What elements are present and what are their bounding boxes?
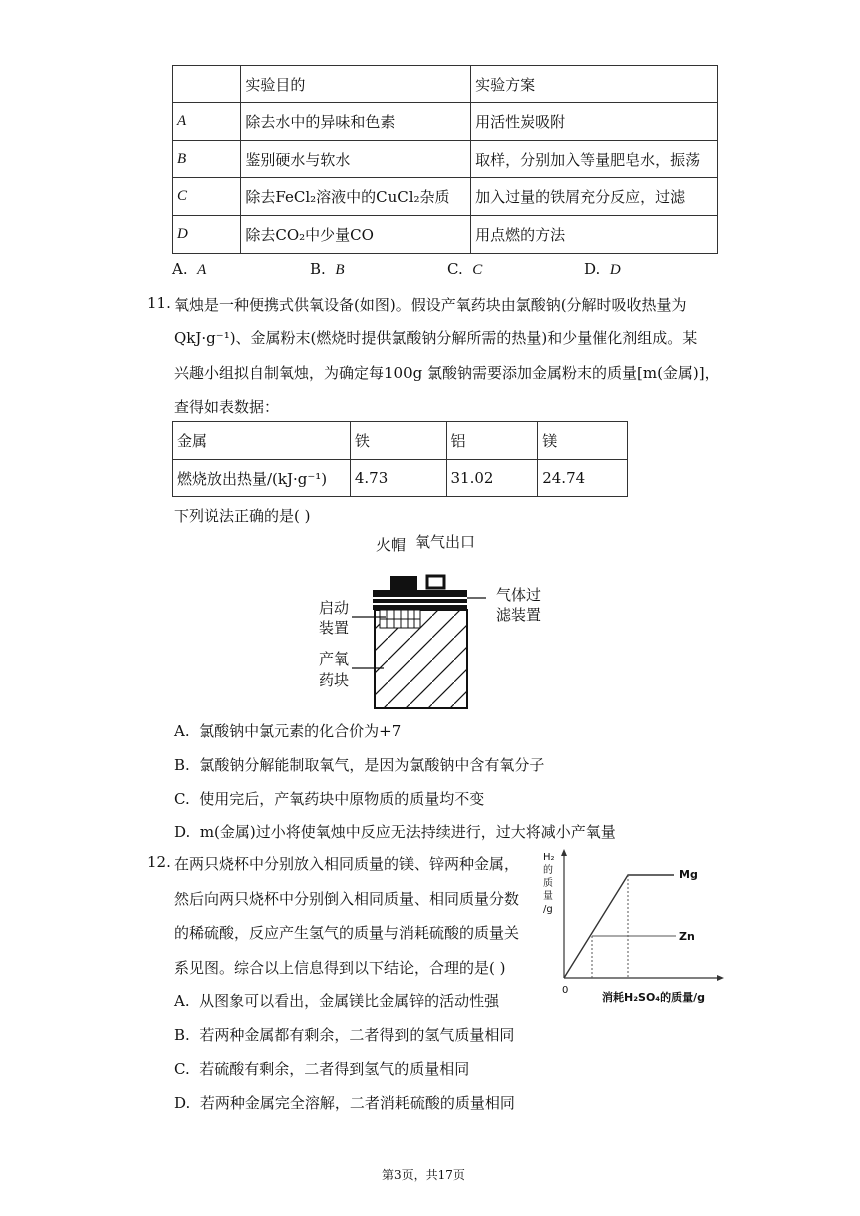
filter-label-2: 滤装置 [496,606,542,624]
page-footer: 第3页，共17页 [382,1168,465,1182]
y-label-1: H₂ [543,852,555,863]
table-cell: 除去CO₂中少量CO [241,216,471,254]
table-cell [173,66,241,103]
x-axis-label: 消耗H₂SO₄的质量/g [602,991,706,1004]
option-label: B. [174,1026,190,1044]
q12-option-b[interactable] [174,1024,514,1045]
q10-option-c[interactable] [447,260,482,279]
option-text: 若硫酸有剩余，二者得到氢气的质量相同 [199,1060,470,1078]
q11-stem-line-2: QkJ·g⁻¹)、金属粉末(燃烧时提供氯酸钠分解所需的热量)和少量催化剂组成。某 [174,329,698,347]
table-row [173,216,718,254]
mg-label: Mg [679,868,698,881]
option-label: A. [174,722,190,740]
block-label-2: 药块 [319,671,350,689]
table-cell: 加入过量的铁屑充分反应，过滤 [471,178,718,216]
y-label-2: 的 [543,865,553,876]
option-text: A [197,262,207,278]
table-cell: 31.02 [446,460,538,497]
table-cell: 用活性炭吸附 [471,103,718,141]
option-label: C. [174,1060,190,1078]
y-label-5: /g [543,904,553,915]
table-cell: 除去水中的异味和色素 [241,103,471,141]
q11-metal-table [172,421,628,497]
option-label: B. [310,260,326,278]
option-label: A. [174,992,190,1010]
hydrogen-mass-graph [540,848,730,1004]
table-cell: 用点燃的方法 [471,216,718,254]
table-row [173,103,718,141]
outlet-label: 氧气出口 [415,533,476,551]
table-cell: 实验目的 [241,66,471,103]
table-cell: D [173,216,241,254]
q11-stem-line-3: 兴趣小组拟自制氧烛，为确定每100g 氯酸钠需要添加金属粉末的质量[m(金属)]， [174,364,720,382]
table-row [173,460,628,497]
option-label: C. [447,260,463,278]
table-cell: C [173,178,241,216]
table-cell: 实验方案 [471,66,718,103]
option-text: C [472,262,483,278]
q12-stem-line-3: 的稀硫酸，反应产生氢气的质量与消耗硫酸的质量关 [174,924,520,942]
y-label-3: 质 [543,878,553,889]
table-cell: 金属 [173,422,351,460]
option-label: B. [174,756,190,774]
option-text: 若两种金属都有剩余，二者得到的氢气质量相同 [199,1026,515,1044]
option-label: D. [174,823,191,841]
q12-number: 12. [147,853,171,871]
q12-option-a[interactable] [174,990,499,1011]
q12-stem-line-4: 系见图。综合以上信息得到以下结论，合理的是( ) [174,959,506,977]
block-label-1: 产氧 [319,650,350,668]
option-text: D [609,262,621,278]
outlet-shape [427,576,444,588]
q12-option-d[interactable] [174,1092,515,1113]
mg-line [564,875,674,978]
option-text: m(金属)过小将使氧烛中反应无法持续进行，过大将减小产氧量 [199,823,616,841]
table-cell: 燃烧放出热量/(kJ·g⁻¹) [173,460,351,497]
cap-shape [390,576,417,590]
option-label: C. [174,790,190,808]
table-header-row [173,66,718,103]
option-text: 若两种金属完全溶解，二者消耗硫酸的质量相同 [199,1094,515,1112]
table-cell: 除去FeCl₂溶液中的CuCl₂杂质 [241,178,471,216]
option-label: D. [174,1094,191,1112]
q11-option-d[interactable] [174,821,616,842]
zn-label: Zn [679,930,695,943]
q12-option-c[interactable] [174,1058,469,1079]
filter-device-shape [373,590,467,610]
table-cell: 铁 [350,422,446,460]
table-cell: 取样，分别加入等量肥皂水，振荡 [471,141,718,178]
start-label-2: 装置 [319,619,350,637]
table-row [173,178,718,216]
q12-stem-line-1: 在两只烧杯中分别放入相同质量的镁、锌两种金属， [174,855,520,873]
cap-label: 火帽 [376,536,407,554]
q11-stem-line-1: 氧烛是一种便携式供氧设备(如图)。假设产氧药块由氯酸钠(分解时吸收热量为 [174,296,687,314]
table-cell: B [173,141,241,178]
q10-option-a[interactable] [172,260,206,279]
table-cell: 铝 [446,422,538,460]
option-label: D. [584,260,601,278]
option-text: 氯酸钠中氯元素的化合价为+7 [199,722,402,740]
q11-stem-line-4: 查得如表数据： [174,398,280,416]
table-cell: 4.73 [350,460,446,497]
q12-stem-line-2: 然后向两只烧杯中分别倒入相同质量、相同质量分数 [174,890,520,908]
start-label-1: 启动 [319,599,350,617]
table-cell: 24.74 [538,460,628,497]
y-label-4: 量 [543,891,553,902]
origin-label: 0 [562,985,569,996]
option-text: 从图象可以看出，金属镁比金属锌的活动性强 [199,992,500,1010]
table-cell: 鉴别硬水与软水 [241,141,471,178]
q10-table [172,65,718,254]
option-text: 使用完后，产氧药块中原物质的质量均不变 [199,790,485,808]
q11-option-c[interactable] [174,788,484,809]
q11-prompt: 下列说法正确的是( ) [174,507,311,525]
q11-option-a[interactable] [174,720,401,741]
option-label: A. [172,260,188,278]
q10-option-b[interactable] [310,260,345,279]
table-cell: 镁 [538,422,628,460]
filter-label-1: 气体过 [496,586,542,604]
table-row [173,141,718,178]
q11-option-b[interactable] [174,754,544,775]
q11-number: 11. [147,294,171,312]
oxygen-candle-figure [300,528,560,714]
table-cell: A [173,103,241,141]
option-text: B [335,262,345,278]
option-text: 氯酸钠分解能制取氧气，是因为氯酸钠中含有氧分子 [199,756,545,774]
q10-option-d[interactable] [584,260,621,279]
table-header-row [173,422,628,460]
